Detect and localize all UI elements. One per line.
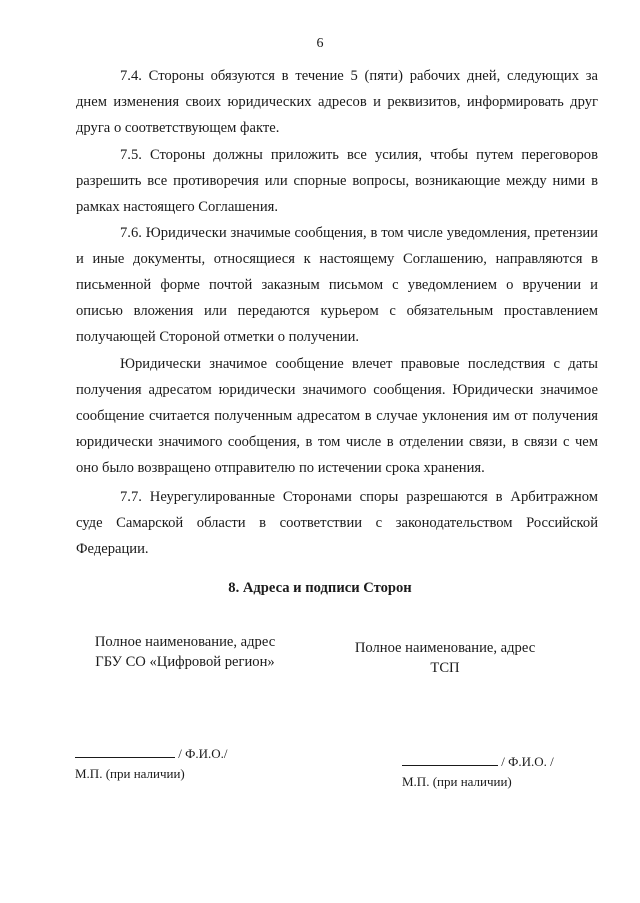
party-left-name: ГБУ СО «Цифровой регион» [95,654,275,670]
signature-block-right [402,752,554,791]
party-right [340,638,550,678]
clause-7-4: 7.4. Стороны обязуются в течение 5 (пяти) рабочих дней, следующих за днем изменения своих юридических адресов и реквизитов, информировать друг друга о соответствующем факте. [76,68,598,136]
stamp-label-left: М.П. (при наличии) [75,766,185,781]
party-right-name: ТСП [430,660,460,676]
party-left-label: Полное наименование, адрес [94,634,276,650]
party-left [80,632,290,672]
clause-7-7: 7.7. Неурегулированные Сторонами споры разрешаются в Арбитражном суде Самарской области в соответствии с законодательством Российской Федерации. [76,489,598,557]
page-number: 6 [316,36,324,51]
clause-7-6-continuation: Юридически значимое сообщение влечет правовые последствия с даты получения адресатом юридически значимого сообщения. Юридически значимое сообщение считается полученным адресатом в случае уклонения им от получения юридически значимого сообщения, в том числе в отделении связи, в связи с чем оно было возвращено отправителю по истечении срока хранения. [76,356,598,476]
signature-line-left [75,744,175,758]
stamp-label-right: М.П. (при наличии) [402,774,512,789]
clause-7-6: 7.6. Юридически значимые сообщения, в том числе уведомления, претензии и иные документы, относящиеся к настоящему Соглашению, направляются в письменной форме почтой заказным письмом с уведомлением о вручении и описью вложения или передаются курьером с обязательным проставлением получающей Стороной отметки о получении. [76,225,598,345]
section-title: 8. Адреса и подписи Сторон [228,580,412,596]
signature-block-left [75,744,228,783]
fio-label-left: / Ф.И.О./ [178,746,228,761]
party-right-label: Полное наименование, адрес [354,640,536,656]
signature-line-right [402,752,498,766]
fio-label-right: / Ф.И.О. / [501,754,554,769]
clause-7-5: 7.5. Стороны должны приложить все усилия, чтобы путем переговоров разрешить все противоречия или спорные вопросы, возникающие между ними в рамках настоящего Соглашения. [76,147,598,215]
